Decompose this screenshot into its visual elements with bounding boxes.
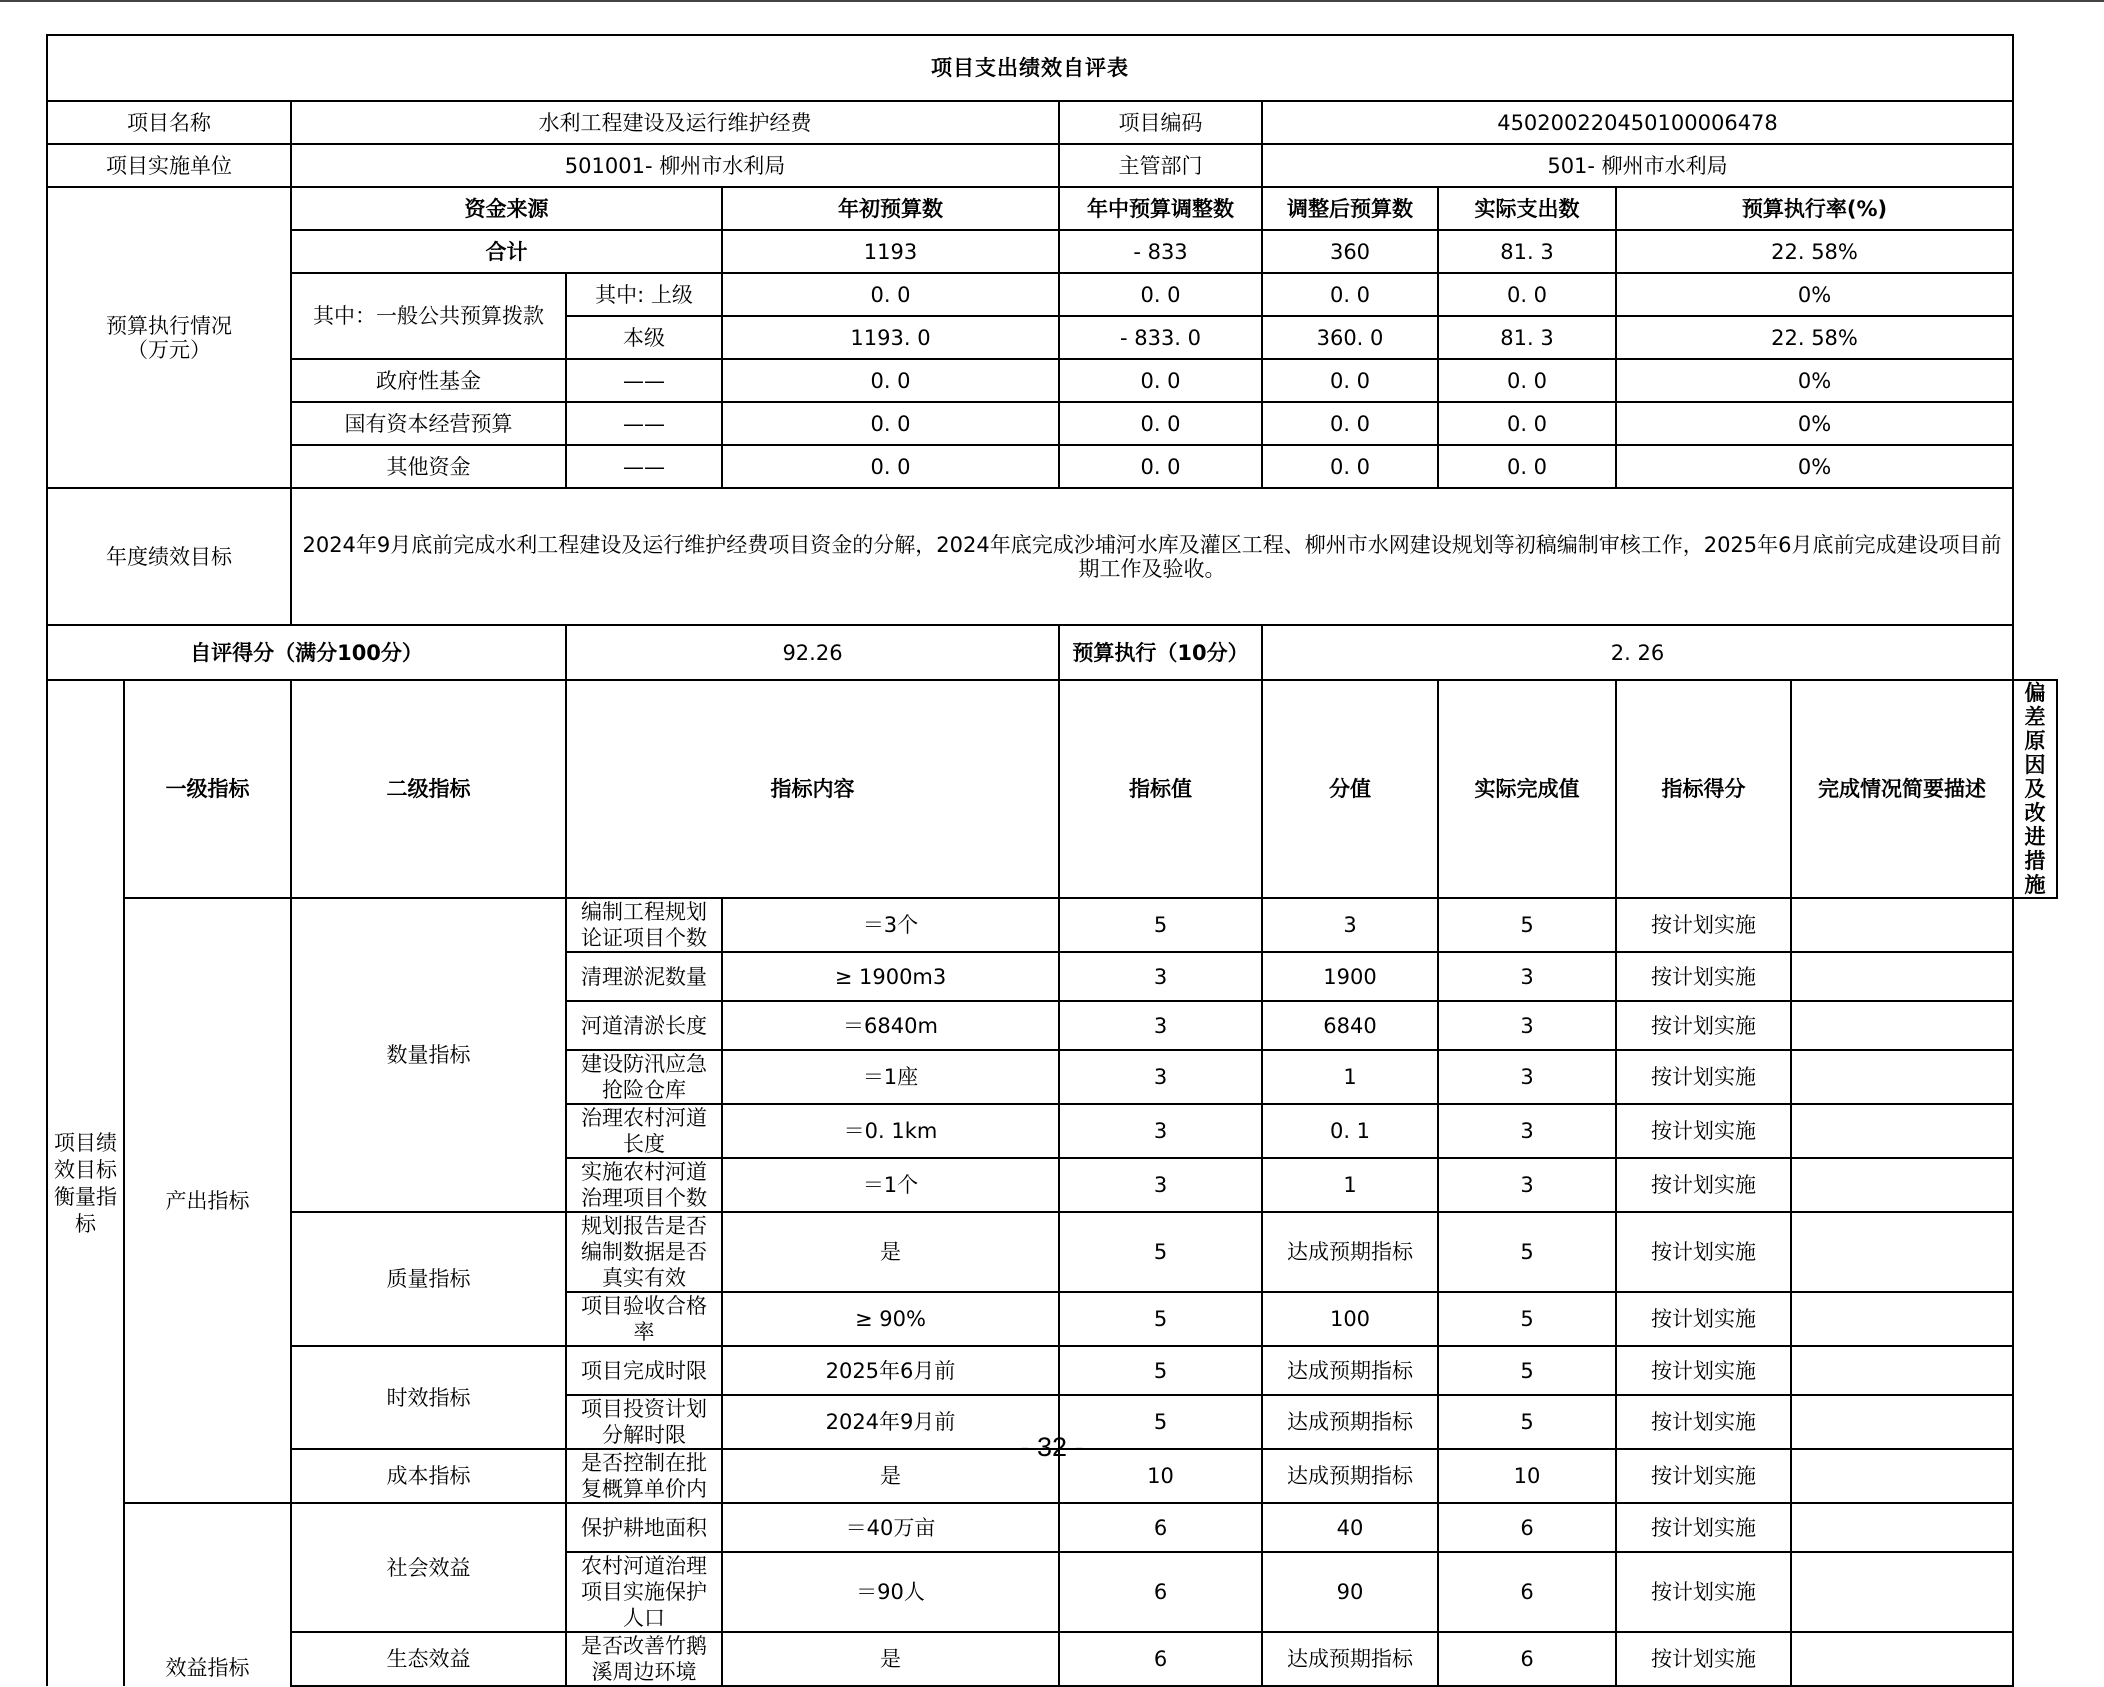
budget-total-label: 合计 [291, 230, 722, 273]
budget-cell: 0% [1616, 273, 2013, 316]
indicator-content: 实施农村河道治理项目个数 [566, 1158, 722, 1212]
fund-source-dash: —— [566, 402, 722, 445]
page-number: - 32 - [1020, 1432, 1084, 1462]
budget-cell: 1193 [722, 230, 1059, 273]
self-score-value: 92.26 [566, 625, 1059, 680]
indicator-actual: 达成预期指标 [1262, 1449, 1438, 1503]
indicator-score: 3 [1438, 1158, 1616, 1212]
project-code-label: 项目编码 [1059, 101, 1262, 144]
budget-cell: 0. 0 [1438, 445, 1616, 488]
annual-goal-label: 年度绩效目标 [47, 488, 291, 625]
supervising-dept-label: 主管部门 [1059, 144, 1262, 187]
indicator-target: 是 [722, 1632, 1059, 1686]
indicator-target: ＝40万亩 [722, 1503, 1059, 1552]
indicator-actual: 100 [1262, 1292, 1438, 1346]
budget-header-actual: 实际支出数 [1438, 187, 1616, 230]
budget-cell: 0. 0 [1262, 445, 1438, 488]
budget-cell: 0. 0 [1059, 273, 1262, 316]
indicator-weight: 3 [1059, 1050, 1262, 1104]
indicator-deviation-reason [1791, 1632, 2013, 1686]
indicator-target: ≥ 1900m3 [722, 952, 1059, 1001]
indicator-deviation-reason [1791, 1212, 2013, 1292]
indicator-header: 完成情况简要描述 [1791, 680, 2013, 898]
budget-cell: 0. 0 [722, 402, 1059, 445]
fund-source-label: 国有资本经营预算 [291, 402, 566, 445]
supervising-dept-value: 501- 柳州市水利局 [1262, 144, 2013, 187]
indicator-target: ＝0. 1km [722, 1104, 1059, 1158]
level2-indicator: 质量指标 [291, 1212, 566, 1346]
budget-cell: - 833 [1059, 230, 1262, 273]
indicator-header: 指标内容 [566, 680, 1059, 898]
level2-indicator: 成本指标 [291, 1449, 566, 1503]
implementing-unit-label: 项目实施单位 [47, 144, 291, 187]
fund-source-dash: —— [566, 359, 722, 402]
project-code-value: 450200220450100006478 [1262, 101, 2013, 144]
indicator-content: 治理农村河道长度 [566, 1104, 722, 1158]
indicator-description: 按计划实施 [1616, 1632, 1791, 1686]
budget-header-adjust: 年中预算调整数 [1059, 187, 1262, 230]
indicator-content: 建设防汛应急抢险仓库 [566, 1050, 722, 1104]
indicator-deviation-reason [1791, 952, 2013, 1001]
indicator-score: 6 [1438, 1632, 1616, 1686]
indicator-score: 3 [1438, 1050, 1616, 1104]
indicator-description: 按计划实施 [1616, 1552, 1791, 1632]
general-budget-label: 其中：一般公共预算拨款 [291, 273, 566, 359]
indicator-weight: 5 [1059, 1292, 1262, 1346]
indicator-header: 指标得分 [1616, 680, 1791, 898]
fund-source-label: 其他资金 [291, 445, 566, 488]
fund-source-dash: —— [566, 445, 722, 488]
indicator-description: 按计划实施 [1616, 1001, 1791, 1050]
budget-cell: - 833. 0 [1059, 316, 1262, 359]
indicator-header: 分值 [1262, 680, 1438, 898]
level1-indicator: 效益指标 [124, 1503, 291, 1686]
indicator-weight: 5 [1059, 898, 1262, 952]
indicator-score: 3 [1438, 1104, 1616, 1158]
budget-exec-label: 预算执行（10分） [1059, 625, 1262, 680]
indicator-deviation-reason [1791, 1001, 2013, 1050]
indicator-content: 河道清淤长度 [566, 1001, 722, 1050]
indicator-description: 按计划实施 [1616, 1050, 1791, 1104]
indicator-actual: 0. 1 [1262, 1104, 1438, 1158]
indicator-description: 按计划实施 [1616, 1104, 1791, 1158]
budget-cell: 0% [1616, 402, 2013, 445]
indicator-weight: 6 [1059, 1632, 1262, 1686]
indicator-content: 保护耕地面积 [566, 1503, 722, 1552]
indicator-description: 按计划实施 [1616, 1346, 1791, 1395]
implementing-unit-value: 501001- 柳州市水利局 [291, 144, 1059, 187]
level1-indicator: 产出指标 [124, 898, 291, 1503]
indicator-deviation-reason [1791, 1346, 2013, 1395]
budget-exec-value: 2. 26 [1262, 625, 2013, 680]
indicator-weight: 5 [1059, 1346, 1262, 1395]
budget-cell: 360 [1262, 230, 1438, 273]
indicator-target: 2025年6月前 [722, 1346, 1059, 1395]
indicator-actual: 90 [1262, 1552, 1438, 1632]
budget-cell: 81. 3 [1438, 316, 1616, 359]
indicator-weight: 5 [1059, 1212, 1262, 1292]
level2-indicator: 生态效益 [291, 1632, 566, 1686]
indicator-description: 按计划实施 [1616, 1292, 1791, 1346]
indicator-deviation-reason [1791, 1050, 2013, 1104]
budget-cell: 81. 3 [1438, 230, 1616, 273]
budget-header-initial: 年初预算数 [722, 187, 1059, 230]
budget-header-rate: 预算执行率(%) [1616, 187, 2013, 230]
budget-cell: 0. 0 [722, 273, 1059, 316]
budget-cell: 0% [1616, 359, 2013, 402]
indicator-actual: 3 [1262, 898, 1438, 952]
budget-cell: 0. 0 [1438, 359, 1616, 402]
level2-indicator: 数量指标 [291, 898, 566, 1212]
budget-cell: 0. 0 [1438, 273, 1616, 316]
budget-cell: 22. 58% [1616, 230, 2013, 273]
indicator-actual: 6840 [1262, 1001, 1438, 1050]
indicator-description: 按计划实施 [1616, 952, 1791, 1001]
budget-cell: 0% [1616, 445, 2013, 488]
indicator-actual: 40 [1262, 1503, 1438, 1552]
budget-header-source: 资金来源 [291, 187, 722, 230]
budget-cell: 360. 0 [1262, 316, 1438, 359]
indicator-side-label: 项目绩效目标衡量指标 [47, 680, 124, 1686]
indicator-target: 是 [722, 1449, 1059, 1503]
indicator-description: 按计划实施 [1616, 1395, 1791, 1449]
indicator-weight: 10 [1059, 1449, 1262, 1503]
indicator-weight: 3 [1059, 1158, 1262, 1212]
level2-indicator: 社会效益 [291, 1503, 566, 1632]
level2-indicator: 时效指标 [291, 1346, 566, 1449]
project-name-value: 水利工程建设及运行维护经费 [291, 101, 1059, 144]
budget-section-label [47, 187, 291, 488]
indicator-score: 3 [1438, 1001, 1616, 1050]
budget-cell: 0. 0 [1059, 445, 1262, 488]
indicator-target: ＝90人 [722, 1552, 1059, 1632]
indicator-content: 是否控制在批复概算单价内 [566, 1449, 722, 1503]
indicator-score: 10 [1438, 1449, 1616, 1503]
indicator-deviation-reason [1791, 898, 2013, 952]
indicator-content: 规划报告是否编制数据是否真实有效 [566, 1212, 722, 1292]
indicator-actual: 达成预期指标 [1262, 1632, 1438, 1686]
indicator-target: ≥ 90% [722, 1292, 1059, 1346]
budget-section-unit: （万元） [127, 337, 211, 362]
budget-cell: 0. 0 [1059, 402, 1262, 445]
indicator-content: 清理淤泥数量 [566, 952, 722, 1001]
indicator-score: 5 [1438, 898, 1616, 952]
upper-level-label: 其中: 上级 [566, 273, 722, 316]
indicator-header: 二级指标 [291, 680, 566, 898]
indicator-description: 按计划实施 [1616, 1503, 1791, 1552]
project-name-label: 项目名称 [47, 101, 291, 144]
indicator-weight: 5 [1059, 1395, 1262, 1449]
indicator-content: 项目验收合格率 [566, 1292, 722, 1346]
local-level-label: 本级 [566, 316, 722, 359]
indicator-target: ＝3个 [722, 898, 1059, 952]
indicator-target: ＝1座 [722, 1050, 1059, 1104]
indicator-description: 按计划实施 [1616, 1449, 1791, 1503]
indicator-actual: 达成预期指标 [1262, 1395, 1438, 1449]
indicator-deviation-reason [1791, 1503, 2013, 1552]
indicator-actual: 达成预期指标 [1262, 1346, 1438, 1395]
page-title: 项目支出绩效自评表 [47, 35, 2013, 101]
indicator-score: 6 [1438, 1552, 1616, 1632]
indicator-content: 项目完成时限 [566, 1346, 722, 1395]
indicator-description: 按计划实施 [1616, 898, 1791, 952]
budget-section-title: 预算执行情况 [106, 313, 232, 338]
budget-header-adjusted: 调整后预算数 [1262, 187, 1438, 230]
indicator-actual: 1 [1262, 1050, 1438, 1104]
indicator-weight: 6 [1059, 1503, 1262, 1552]
indicator-deviation-reason [1791, 1552, 2013, 1632]
indicator-description: 按计划实施 [1616, 1212, 1791, 1292]
indicator-weight: 3 [1059, 1001, 1262, 1050]
indicator-header: 一级指标 [124, 680, 291, 898]
indicator-weight: 3 [1059, 1104, 1262, 1158]
indicator-score: 6 [1438, 1503, 1616, 1552]
indicator-score: 5 [1438, 1346, 1616, 1395]
indicator-header: 实际完成值 [1438, 680, 1616, 898]
indicator-target: 是 [722, 1212, 1059, 1292]
budget-cell: 0. 0 [1262, 359, 1438, 402]
indicator-target: ＝1个 [722, 1158, 1059, 1212]
indicator-content: 农村河道治理项目实施保护人口 [566, 1552, 722, 1632]
budget-cell: 22. 58% [1616, 316, 2013, 359]
budget-cell: 0. 0 [722, 445, 1059, 488]
indicator-target: ＝6840m [722, 1001, 1059, 1050]
budget-cell: 0. 0 [1438, 402, 1616, 445]
indicator-weight: 3 [1059, 952, 1262, 1001]
indicator-deviation-reason [1791, 1158, 2013, 1212]
indicator-header: 指标值 [1059, 680, 1262, 898]
budget-cell: 0. 0 [722, 359, 1059, 402]
fund-source-label: 政府性基金 [291, 359, 566, 402]
budget-cell: 0. 0 [1262, 273, 1438, 316]
budget-cell: 0. 0 [1059, 359, 1262, 402]
indicator-header: 偏差原因及改进措施 [2013, 680, 2057, 898]
indicator-score: 3 [1438, 952, 1616, 1001]
indicator-deviation-reason [1791, 1292, 2013, 1346]
indicator-actual: 1900 [1262, 952, 1438, 1001]
budget-cell: 1193. 0 [722, 316, 1059, 359]
indicator-actual: 1 [1262, 1158, 1438, 1212]
self-score-label: 自评得分（满分100分） [47, 625, 566, 680]
indicator-score: 5 [1438, 1212, 1616, 1292]
indicator-score: 5 [1438, 1395, 1616, 1449]
indicator-content: 编制工程规划论证项目个数 [566, 898, 722, 952]
budget-cell: 0. 0 [1262, 402, 1438, 445]
indicator-deviation-reason [1791, 1104, 2013, 1158]
indicator-actual: 达成预期指标 [1262, 1212, 1438, 1292]
indicator-content: 项目投资计划分解时限 [566, 1395, 722, 1449]
indicator-score: 5 [1438, 1292, 1616, 1346]
indicator-content: 是否改善竹鹅溪周边环境 [566, 1632, 722, 1686]
indicator-target: 2024年9月前 [722, 1395, 1059, 1449]
indicator-weight: 6 [1059, 1552, 1262, 1632]
annual-goal-text: 2024年9月底前完成水利工程建设及运行维护经费项目资金的分解，2024年底完成沙埔河水库及灌区工程、柳州市水网建设规划等初稿编制审核工作，2025年6月底前完成建设项目前期工作及验收。 [291, 488, 2013, 625]
indicator-description: 按计划实施 [1616, 1158, 1791, 1212]
top-border-line [0, 0, 2104, 2]
